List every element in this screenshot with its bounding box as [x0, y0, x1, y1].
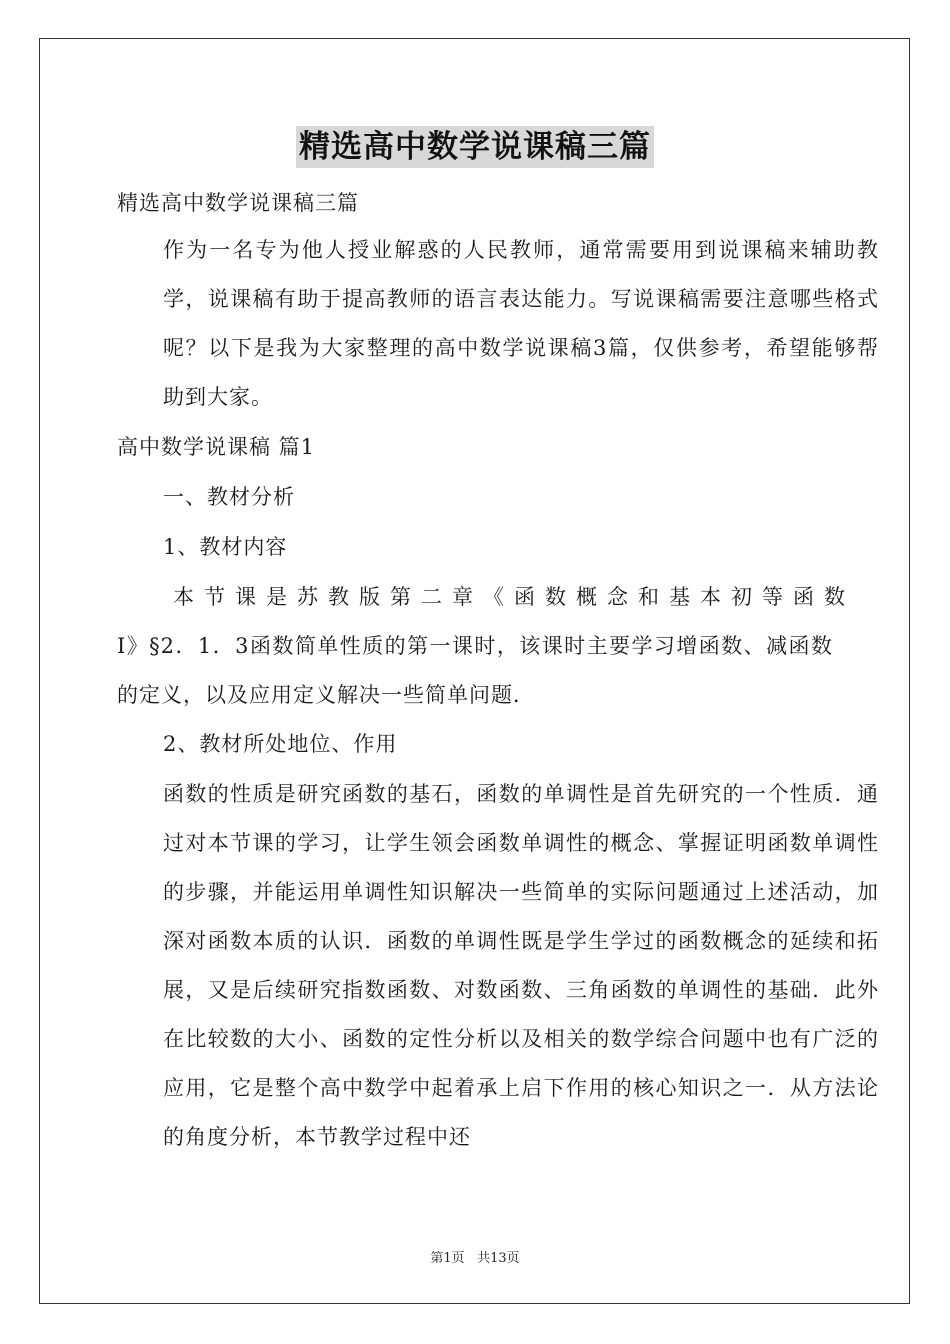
section-heading: 高中数学说课稿 篇1 [117, 435, 316, 459]
heading-textbook-analysis: 一、教材分析 [163, 485, 295, 509]
page-footer [0, 1247, 950, 1266]
page-total: 共13页 [477, 1251, 520, 1266]
document-title: 精选高中数学说课稿三篇 [296, 126, 654, 168]
heading-textbook-content: 1、教材内容 [163, 535, 288, 559]
title-container [0, 126, 950, 168]
subtitle-line: 精选高中数学说课稿三篇 [117, 191, 359, 215]
heading-textbook-role: 2、教材所处地位、作用 [163, 732, 398, 756]
page-number: 第1页 [430, 1251, 465, 1266]
role-paragraph: 函数的性质是研究函数的基石，函数的单调性是首先研究的一个性质．通过对本节课的学习，让学生领会函数单调性的概念、掌握证明函数单调性的步骤，并能运用单调性知识解决一些简单的实际问题通过上述活动，加深对函数本质的认识．函数的单调性既是学生学过的函数概念的延续和拓展，又是后续研究指数函数、对数函数、三角函数的单调性的基础．此外在比较数的大小、函数的定性分析以及相关的数学综合问题中也有广泛的应用，它是整个高中数学中起着承上启下作用的核心知识之一．从方法论的角度分析，本节教学过程中还 [163, 782, 879, 1149]
intro-paragraph: 作为一名专为他人授业解惑的人民教师，通常需要用到说课稿来辅助教学，说课稿有助于提高教师的语言表达能力。写说课稿需要注意哪些格式呢？以下是我为大家整理的高中数学说课稿3篇，仅供参考，希望能够帮助到大家。 [163, 238, 879, 409]
content-paragraph-rest: Ⅰ》§2．1．3函数简单性质的第一课时，该课时主要学习增函数、减函数的定义，以及应用定义解决一些简单问题． [117, 634, 833, 707]
content-paragraph-line1: 本节课是苏教版第二章《函数概念和基本初等函数 [173, 585, 855, 609]
